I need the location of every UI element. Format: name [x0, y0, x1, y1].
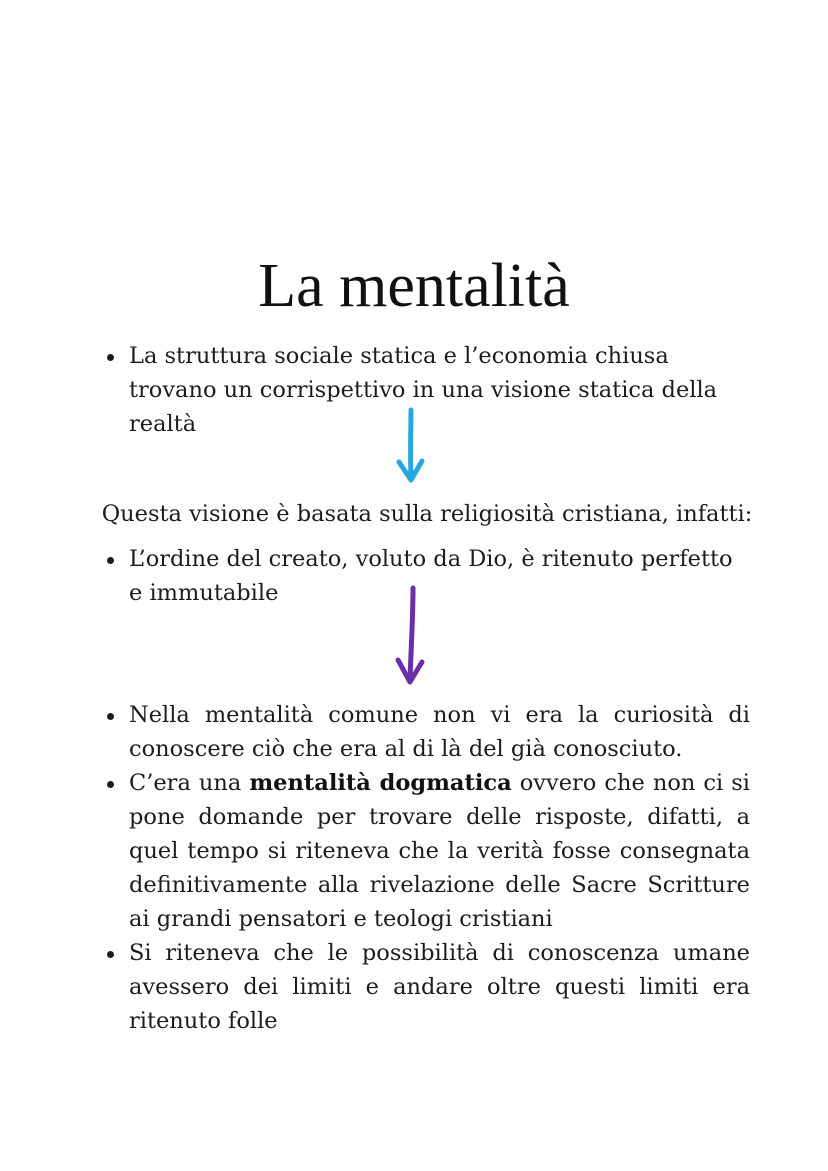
list-item [104, 936, 750, 1038]
bullet-icon [105, 698, 119, 732]
page-title: La mentalità [258, 252, 570, 320]
list-item [104, 766, 750, 936]
lead-text: Questa visione è basata sulla religiosità cristiana, infatti: [101, 501, 753, 527]
arrow-down-icon [392, 582, 432, 690]
bullet-text-after: ovvero che non ci si pone domande per trovare delle risposte, difatti, a quel tempo si riteneva che la verità fosse consegnata definitivamente alla rivelazione delle Sacre Scritture ai grandi pensatori e teologi cristiani [129, 770, 750, 932]
bullet-text: Nella mentalità comune non vi era la curiosità di conoscere ciò che era al di là del già conosciuto. [129, 702, 750, 762]
bullet-text-before: C’era una [129, 770, 250, 796]
intro-bullet-text: La struttura sociale statica e l’economia chiusa trovano un corrispettivo in una visione statica della realtà [129, 343, 718, 437]
bullet-text: Si riteneva che le possibilità di conoscenza umane avessero dei limiti e andare oltre questi limiti era ritenuto folle [129, 940, 750, 1034]
bullet-list [104, 698, 750, 1038]
bullet-icon [105, 766, 119, 800]
second-bullet-text: L’ordine del creato, voluto da Dio, è ritenuto perfetto e immutabile [129, 546, 733, 606]
bullet-icon [105, 542, 119, 576]
bold-term: mentalità dogmatica [249, 770, 512, 796]
list-item [104, 698, 750, 766]
bullet-icon [105, 936, 119, 970]
bullet-icon [105, 339, 119, 373]
arrow-down-icon [394, 406, 430, 488]
